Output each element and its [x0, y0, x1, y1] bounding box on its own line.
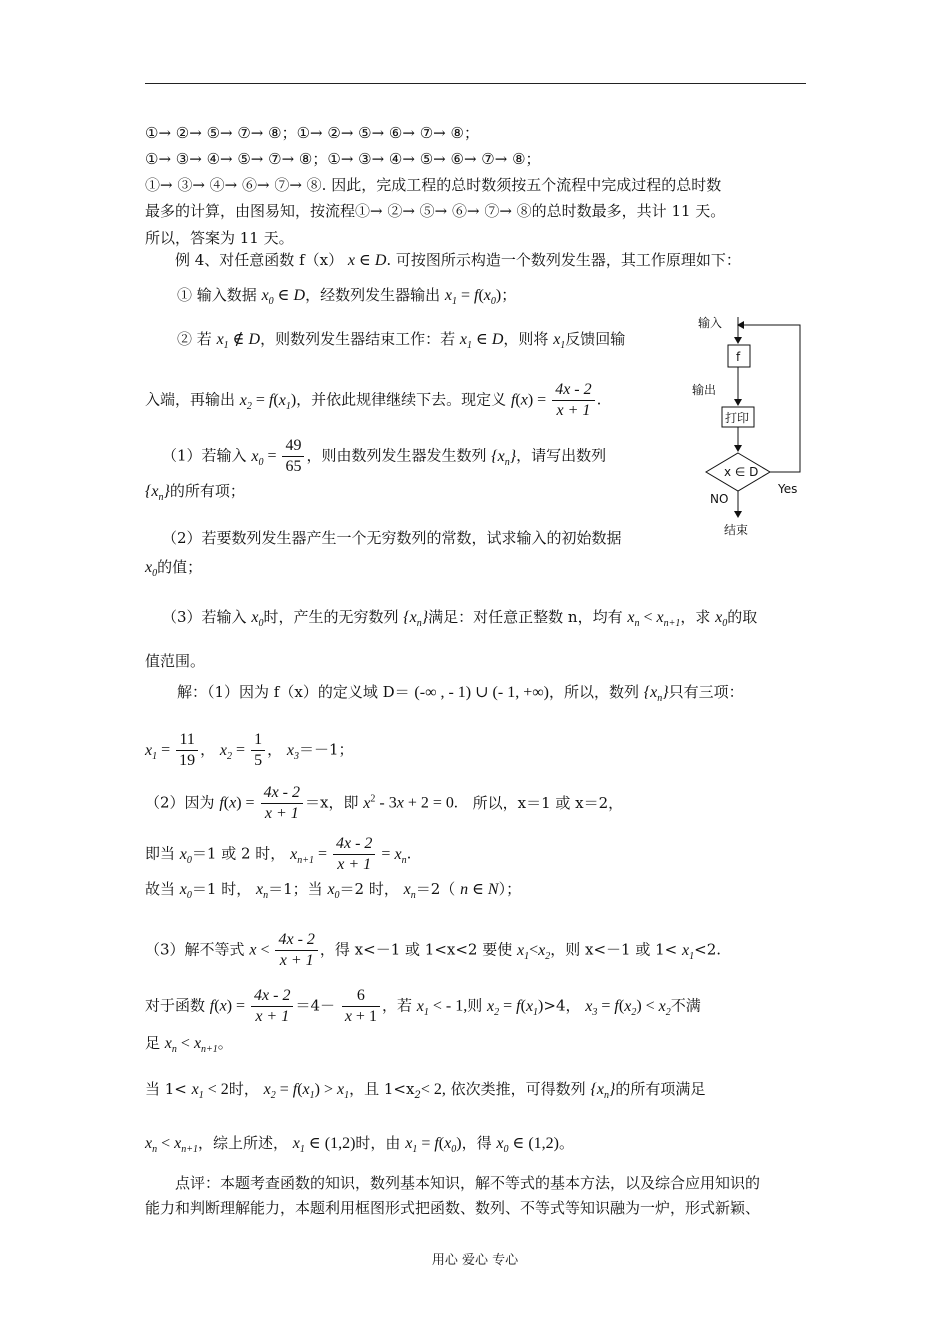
solution-3: （3）解不等式 x < $\frac{4x - 2}{x + 1}$ ，得 x<－1 或 1<x<2 要使 $x_1<x_2$，则 x<－1 或 $1< x_1<2$. [145, 931, 722, 969]
text-line: ①→ ③→ ④→ ⑤→ ⑦→ ⑧；①→ ③→ ④→ ⑤→ ⑥→ ⑦→ ⑧； [145, 150, 541, 168]
question-1-cont: $\{x_n\}$的所有项； [145, 482, 245, 504]
flow-end-label: 结束 [724, 523, 749, 537]
solution-3-e: $x_n < x_{n+1}$，综上所述， $x_1$ ∈ (1,2)时，由 $x_1 = f(x_0)$，得 $x_0$ ∈ (1,2)。 [145, 1134, 574, 1156]
text-line: 最多的计算，由图易知，按流程①→ ②→ ⑤→ ⑥→ ⑦→ ⑧的总时数最多，共计 11 天。 [145, 202, 726, 220]
flow-no-label: NO [710, 492, 729, 506]
solution-3-b: 对于函数 f(x) = $\frac{4x - 2}{x + 1}$ ＝4－ $\frac{6}{x + 1}$ ，若 $x_1$ < - 1,则 $x_2 = f(x_1)>4$， $x_3 = f(x_2) < x_2$不满 [145, 987, 701, 1025]
text-line: ①→ ②→ ⑤→ ⑦→ ⑧；①→ ②→ ⑤→ ⑥→ ⑦→ ⑧； [145, 124, 479, 142]
rule-2-cont: 入端，再输出 $x_2 = f(x_1)$，并依此规律继续下去。现定义 f(x) = $\frac{4x - 2}{x + 1}$ . [145, 381, 602, 419]
page-footer: 用心 爱心 专心 [431, 1253, 519, 1268]
solution-2: （2）因为 f(x) = $\frac{4x - 2}{x + 1}$ ＝x，即 $x^2 - 3x + 2 = 0$. 所以，x＝1 或 x＝2， [145, 784, 624, 822]
solution-2-b: 即当 $x_0=1$ 或 2 时， $x_{n+1}$ = $\frac{4x - 2}{x + 1}$ = $x_n$. [145, 835, 412, 873]
text-line: ①→ ③→ ④→ ⑥→ ⑦→ ⑧. 因此，完成工程的总时数须按五个流程中完成过程的总时数 [145, 176, 722, 194]
example-4-intro: 例 4、对任意函数 f（x） x ∈ D. 可按图所示构造一个数列发生器，其工作原理如下： [175, 251, 741, 269]
flow-yes-label: Yes [778, 482, 798, 496]
solution-1-values: $x_1$ = $\frac{11}{19}$ ， $x_2$ = $\frac{1}{5}$ ， $x_3=-1$； [145, 731, 354, 769]
question-3-cont: 值范围。 [145, 652, 206, 670]
header-rule [145, 83, 806, 84]
solution-1: 解：（1）因为 f（x）的定义域 D＝ (-∞ , - 1) ∪ (- 1, +∞)，所以，数列 $\{x_n\}$只有三项： [177, 683, 744, 705]
solution-3-c: 足 $x_n < x_{n+1}$。 [145, 1034, 233, 1056]
question-2-cont: $x_0$的值； [145, 558, 203, 580]
review-line-1: 点评：本题考查函数的知识，数列基本知识，解不等式的基本方法，以及综合应用知识的 [175, 1174, 761, 1192]
review-line-2: 能力和判断理解能力，本题利用框图形式把函数、数列、不等式等知识融为一炉，形式新颖、 [145, 1199, 761, 1217]
text-line: 所以，答案为 11 天。 [145, 229, 294, 247]
question-1: （1）若输入 $x_0$ = $\frac{49}{65}$ ，则由数列发生器发生数列 $\{x_n\}$，请写出数列 [162, 437, 607, 475]
rule-2: ② 若 $x_1$ ∉ D，则数列发生器结束工作：若 $x_1$ ∈ D，则将 $x_1$反馈回输 [177, 330, 626, 352]
flow-input-label: 输入 [698, 316, 723, 330]
question-2: （2）若要数列发生器产生一个无穷数列的常数，试求输入的初始数据 [162, 529, 622, 547]
solution-2-c: 故当 $x_0=1$ 时， $x_n=1$；当 $x_0=2$ 时， $x_n=2$（ n ∈ N）； [145, 880, 522, 902]
flow-f-label: f [736, 350, 741, 364]
flow-condition-label: x ∈ D [724, 465, 759, 479]
flow-print-label: 打印 [725, 411, 750, 425]
flow-output-label: 输出 [692, 383, 717, 397]
flowchart [690, 305, 810, 541]
question-3: （3）若输入 $x_0$时，产生的无穷数列 $\{x_n\}$满足：对任意正整数 n，均有 $x_n < x_{n+1}$，求 $x_0$的取 [162, 608, 758, 630]
rule-1: ① 输入数据 $x_0$ ∈ D，经数列发生器输出 $x_1 = f(x_0)$； [177, 286, 517, 308]
solution-3-d: 当 $1< x_1 < 2$时， $x_2 = f(x_1) > x_1$，且 $1<x_2< 2$, 依次类推，可得数列 $\{x_n\}$的所有项满足 [145, 1080, 706, 1102]
